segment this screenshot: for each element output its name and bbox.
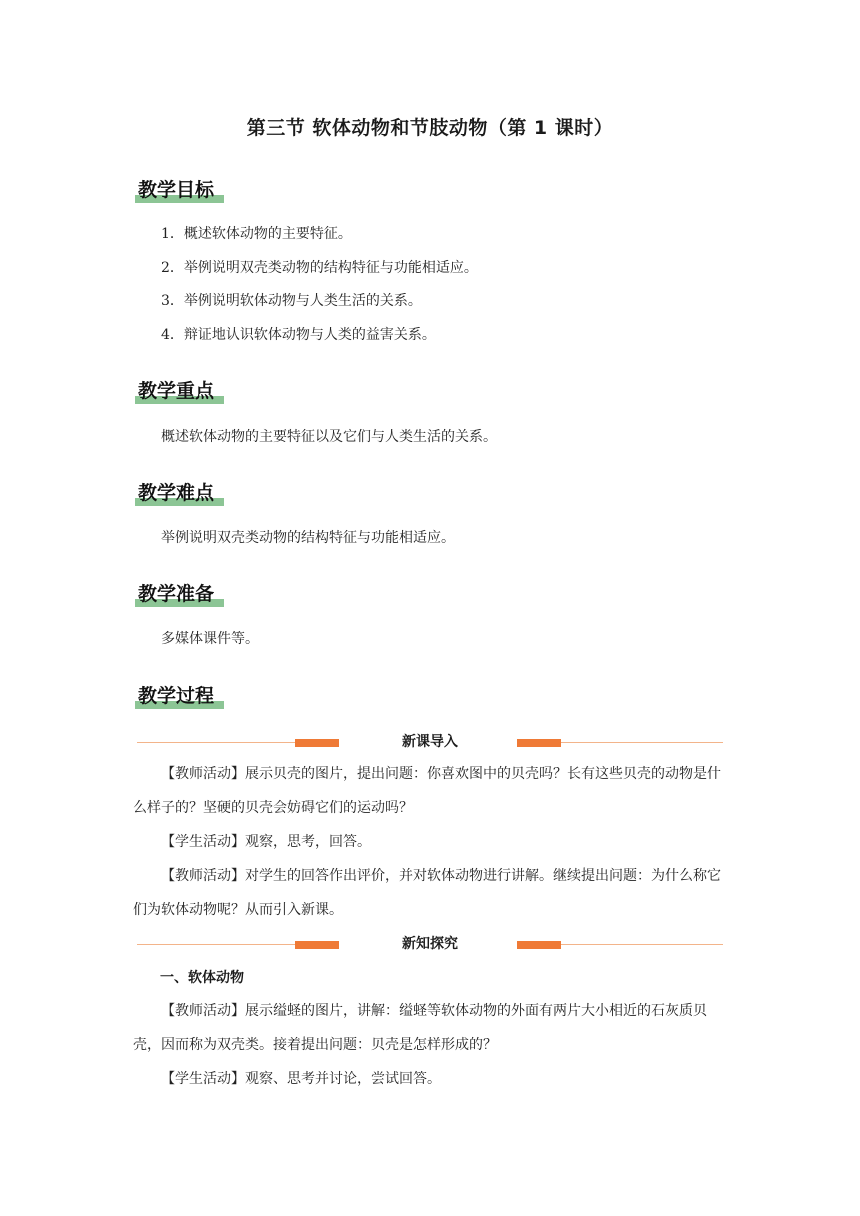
goal-item: 2．举例说明双壳类动物的结构特征与功能相适应。	[161, 260, 478, 276]
divider-line	[561, 742, 723, 743]
intro-paragraph: 【教师活动】对学生的回答作出评价，并对软体动物进行讲解。继续提出问题：为什么称它们为软体动物呢？从而引入新课。	[133, 868, 721, 918]
intro-paragraph: 【学生活动】观察，思考，回答。	[161, 834, 371, 850]
divider-block	[517, 739, 561, 747]
goal-item: 1．概述软体动物的主要特征。	[161, 226, 352, 242]
page-title: 第三节 软体动物和节肢动物（第 1 课时）	[246, 117, 614, 139]
goal-item: 4．辩证地认识软体动物与人类的益害关系。	[161, 327, 436, 343]
divider-line	[561, 944, 723, 945]
divider-explore	[137, 934, 723, 954]
section-heading-preparation: 教学准备	[138, 582, 214, 612]
divider-block	[517, 941, 561, 949]
preparation-text: 多媒体课件等。	[161, 631, 259, 647]
difficulties-text: 举例说明双壳类动物的结构特征与功能相适应。	[161, 530, 455, 546]
key-points-text: 概述软体动物的主要特征以及它们与人类生活的关系。	[161, 429, 497, 445]
section-heading-difficulties: 教学难点	[138, 481, 214, 511]
explore-paragraph: 【教师活动】展示缢蛏的图片，讲解：缢蛏等软体动物的外面有两片大小相近的石灰质贝壳，因而称为双壳类。接着提出问题：贝壳是怎样形成的？	[133, 1003, 707, 1053]
goal-item: 3．举例说明软体动物与人类生活的关系。	[161, 293, 422, 309]
explore-paragraph: 【学生活动】观察、思考并讨论，尝试回答。	[161, 1071, 441, 1087]
section-heading-key-points: 教学重点	[138, 379, 214, 409]
divider-label: 新课导入	[402, 734, 458, 750]
intro-paragraph: 【教师活动】展示贝壳的图片，提出问题：你喜欢图中的贝壳吗？长有这些贝壳的动物是什么样子的？坚硬的贝壳会妨碍它们的运动吗？	[133, 766, 721, 816]
subheading-mollusks: 一、软体动物	[160, 970, 244, 986]
divider-label: 新知探究	[402, 936, 458, 952]
section-heading-process: 教学过程	[138, 684, 214, 714]
section-heading-goals: 教学目标	[138, 178, 214, 208]
divider-intro	[137, 732, 723, 752]
